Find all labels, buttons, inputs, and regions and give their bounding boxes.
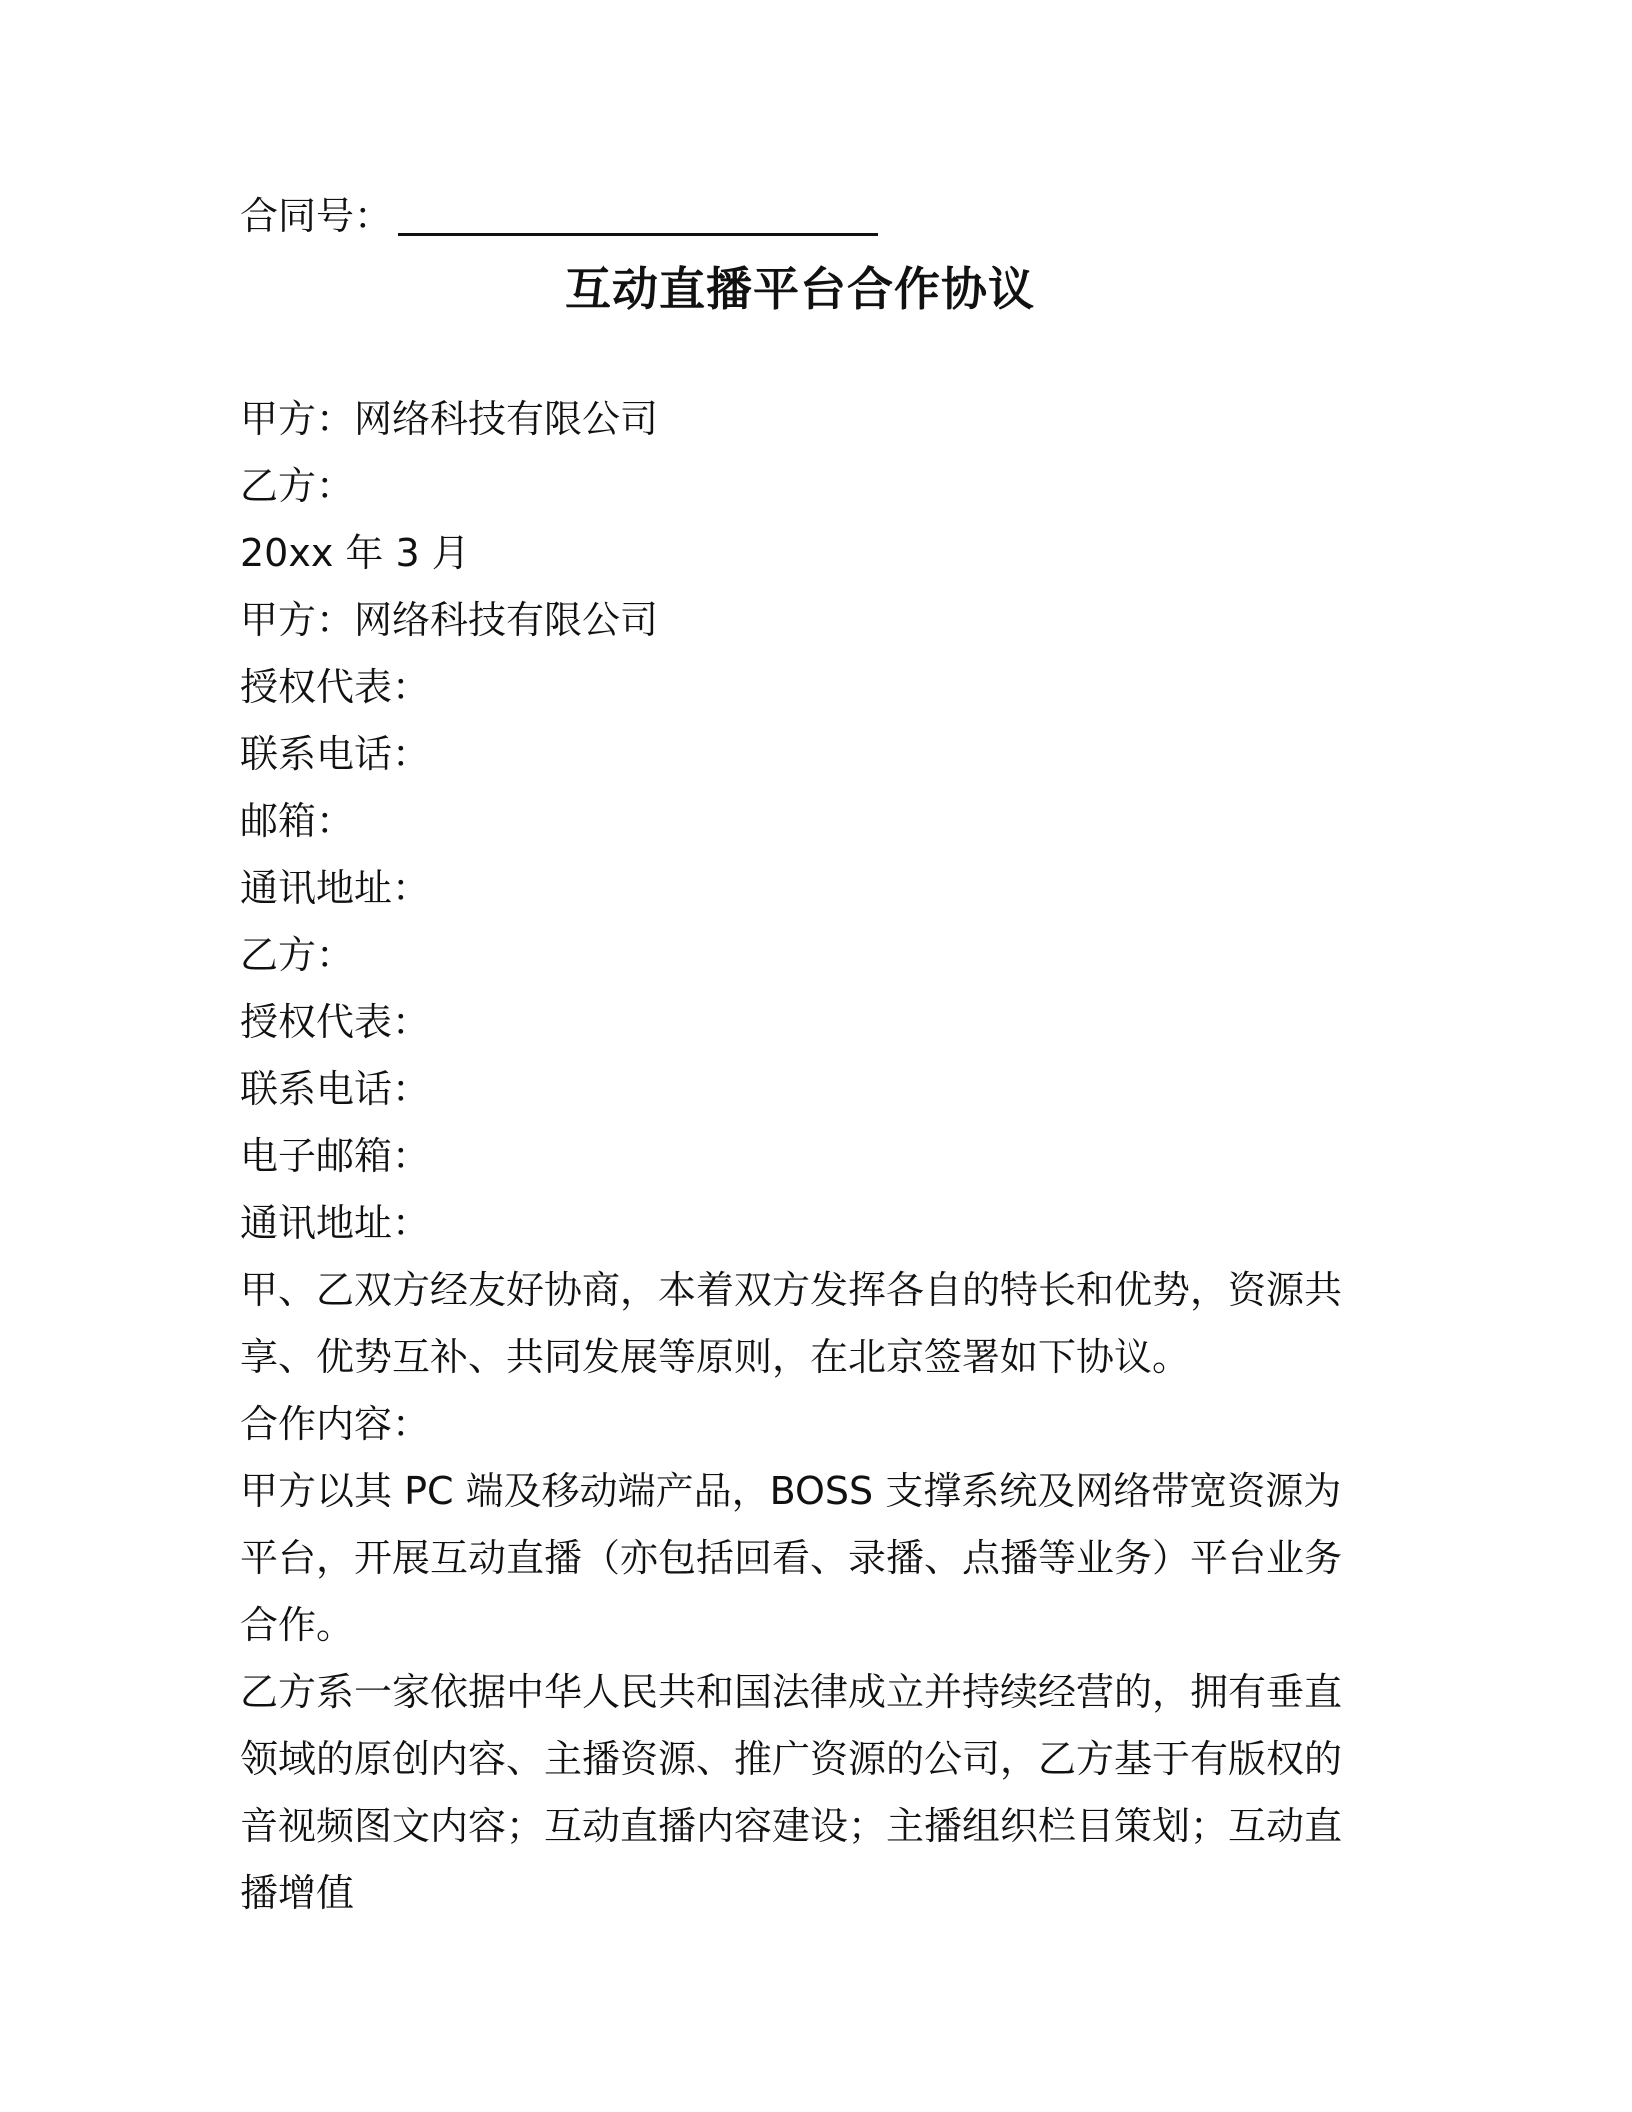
party-b-name-line: 乙方：: [240, 933, 355, 977]
party-b-line: 乙方：: [240, 464, 355, 508]
header-lines: [240, 386, 1360, 1927]
cooperation-paragraph-2: 乙方系一家依据中华人民共和国法律成立并持续经营的，拥有垂直领域的原创内容、主播资源、推广资源的公司，乙方基于有版权的音视频图文内容；互动直播内容建设；主播组织栏目策划；互动直播增值: [240, 1670, 1343, 1915]
party-b-address-line: 通讯地址：: [240, 1201, 431, 1245]
document-title: 互动直播平台合作协议: [565, 262, 1035, 316]
party-a-address-line: 通讯地址：: [240, 866, 431, 910]
party-a-phone-line: 联系电话：: [240, 732, 431, 776]
document-body: [240, 188, 1360, 1927]
cooperation-paragraph-1: 甲方以其 PC 端及移动端产品，BOSS 支撑系统及网络带宽资源为平台，开展互动直播（亦包括回看、录播、点播等业务）平台业务合作。: [240, 1469, 1343, 1647]
party-b-email-line: 电子邮箱：: [240, 1134, 431, 1178]
party-a-representative-line: 授权代表：: [240, 665, 431, 709]
party-a-line: 甲方：网络科技有限公司: [240, 397, 659, 441]
party-b-phone-line: 联系电话：: [240, 1067, 431, 1111]
intro-paragraph: 甲、乙双方经友好协商，本着双方发挥各自的特长和优势，资源共享、优势互补、共同发展等原则，在北京签署如下协议。: [240, 1268, 1343, 1379]
party-a-email-line: 邮箱：: [240, 799, 355, 843]
date-line: 20xx 年 3 月: [240, 531, 470, 575]
contract-number-label: 合同号：: [240, 194, 393, 238]
contract-number-blank: [398, 193, 878, 236]
party-a-name-line: 甲方：网络科技有限公司: [240, 598, 659, 642]
contract-number-row: [240, 188, 1360, 244]
party-b-representative-line: 授权代表：: [240, 1000, 431, 1044]
section-heading: 合作内容：: [240, 1402, 431, 1446]
